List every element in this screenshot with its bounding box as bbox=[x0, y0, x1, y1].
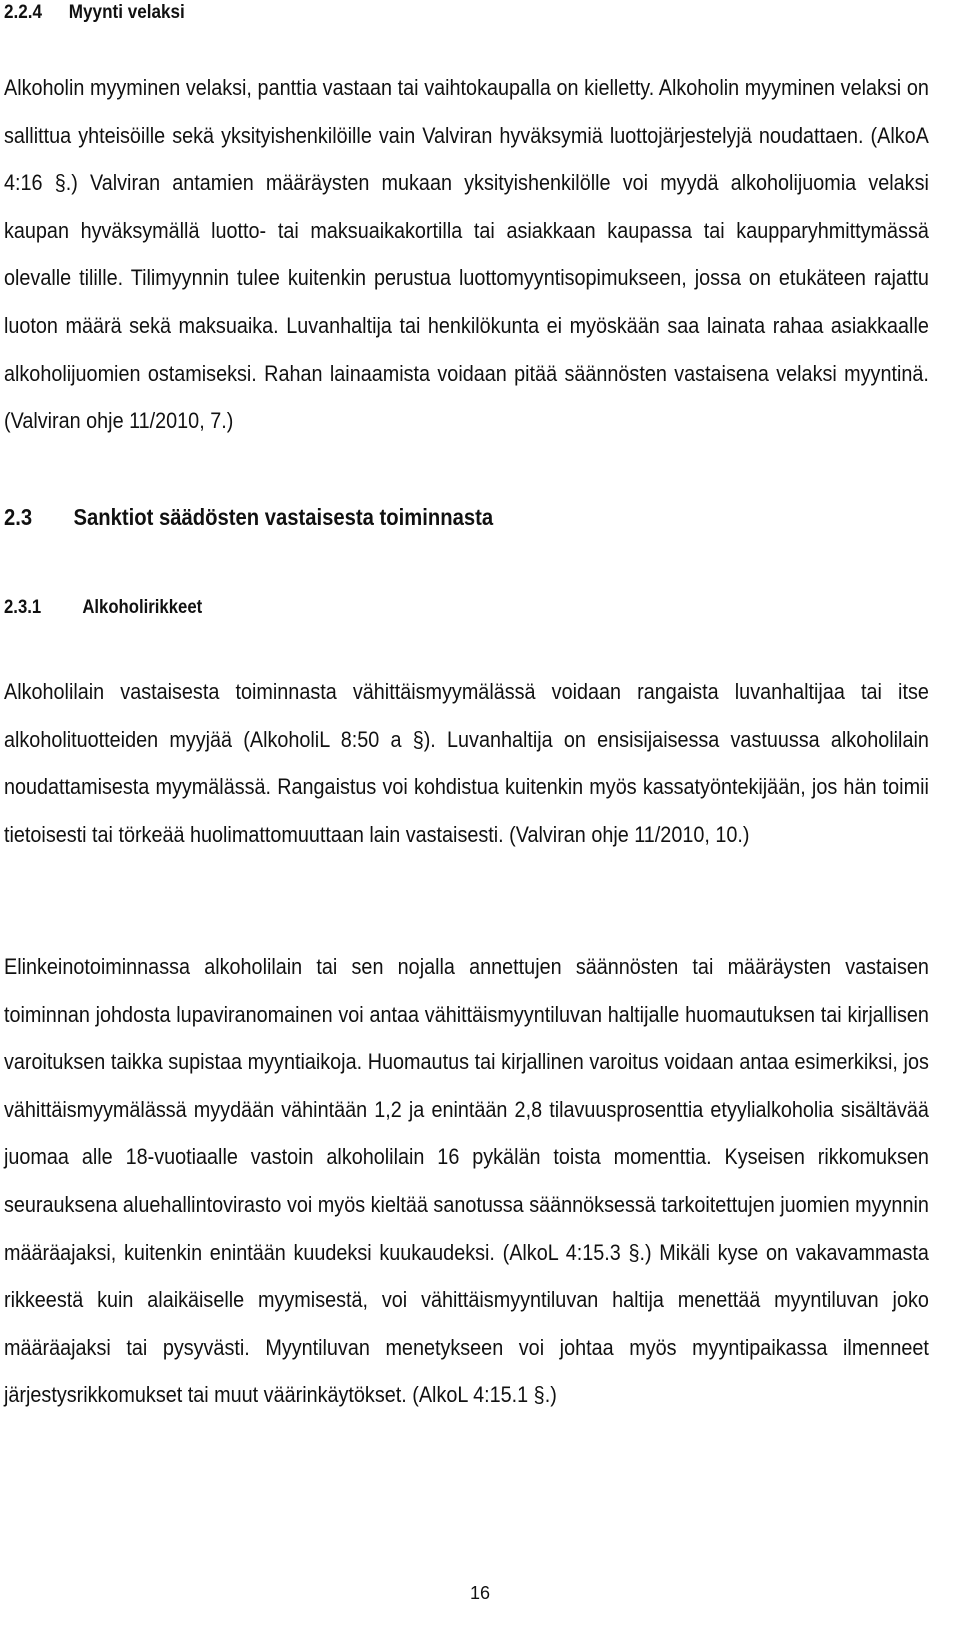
section-heading-2-2-4 bbox=[4, 2, 185, 24]
paragraph-alkoholirikkeet-1: Alkoholilain vastaisesta toiminnasta vähittäismyymälässä voidaan rangaista luvanhaltijaa tai itse alkoholituotteiden myyjää (AlkoholiL 8:50 a §). Luvanhaltija on ensisijaisessa vastuussa alkoholilain noudattamisesta myymälässä. Rangaistus voi kohdistua kuitenkin myös kassatyöntekijään, jos hän toimii tietoisesti tai törkeää huolimattomuuttaan lain vastaisesti. (Valviran ohje 11/2010, 10.) bbox=[4, 679, 929, 847]
section-number: 2.3 bbox=[4, 504, 33, 530]
section-number: 2.2.4 bbox=[4, 2, 43, 23]
section-title: Myynti velaksi bbox=[68, 2, 185, 23]
section-heading-2-3-1 bbox=[4, 597, 202, 619]
section-title: Sanktiot säädösten vastaisesta toiminnasta bbox=[73, 504, 494, 530]
section-title: Alkoholirikkeet bbox=[82, 597, 203, 618]
section-number: 2.3.1 bbox=[4, 597, 42, 618]
paragraph-myynti-velaksi: Alkoholin myyminen velaksi, panttia vastaan tai vaihtokaupalla on kielletty. Alkoholin myyminen velaksi on sallittua yhteisöille sekä yksityishenkilöille vain Valviran hyväksymiä luottojärjestelyjä noudattaen. (AlkoA 4:16 §.) Valviran antamien määräysten mukaan yksityishenkilölle voi myydä alkoholijuomia velaksi kaupan hyväksymällä luotto- tai maksuaikakortilla tai asiakkaan kaupassa tai kaupparyhmittymässä olevalle tilille. Tilimyynnin tulee kuitenkin perustua luottomyyntisopimukseen, jossa on etukäteen rajattu luoton määrä sekä maksuaika. Luvanhaltija tai henkilökunta ei myöskään saa lainata rahaa asiakkaalle alkoholijuomien ostamiseksi. Rahan lainaamista voidaan pitää säännösten vastaisena velaksi myyntinä. (Valviran ohje 11/2010, 7.) bbox=[4, 75, 929, 434]
page-number: 16 bbox=[469, 1583, 491, 1603]
paragraph-alkoholirikkeet-2: Elinkeinotoiminnassa alkoholilain tai sen nojalla annettujen säännösten tai määräysten vastaisen toiminnan johdosta lupaviranomainen voi antaa vähittäismyyntiluvan haltijalle huomautuksen tai kirjallisen varoituksen taikka supistaa myyntiaikoja. Huomautus tai kirjallinen varoitus voidaan antaa esimerkiksi, jos vähittäismyymälässä myydään vähintään 1,2 ja enintään 2,8 tilavuusprosenttia etyylialkoholia sisältävää juomaa alle 18-vuotiaalle vastoin alkoholilain 16 pykälän toista momenttia. Kyseisen rikkomuksen seurauksena aluehallintovirasto voi myös kieltää sanotussa säännöksessä tarkoitettujen juomien myynnin määräajaksi, kuitenkin enintään kuudeksi kuukaudeksi. (AlkoL 4:15.3 §.) Mikäli kyse on vakavammasta rikkeestä kuin alaikäiselle myymisestä, voi vähittäismyyntiluvan haltija menettää myyntiluvan joko määräajaksi tai pysyvästi. Myyntiluvan menetykseen voi johtaa myös myyntipaikassa ilmenneet järjestysrikkomukset tai muut väärinkäytökset. (AlkoL 4:15.1 §.) bbox=[4, 954, 929, 1408]
section-heading-2-3 bbox=[4, 504, 493, 531]
